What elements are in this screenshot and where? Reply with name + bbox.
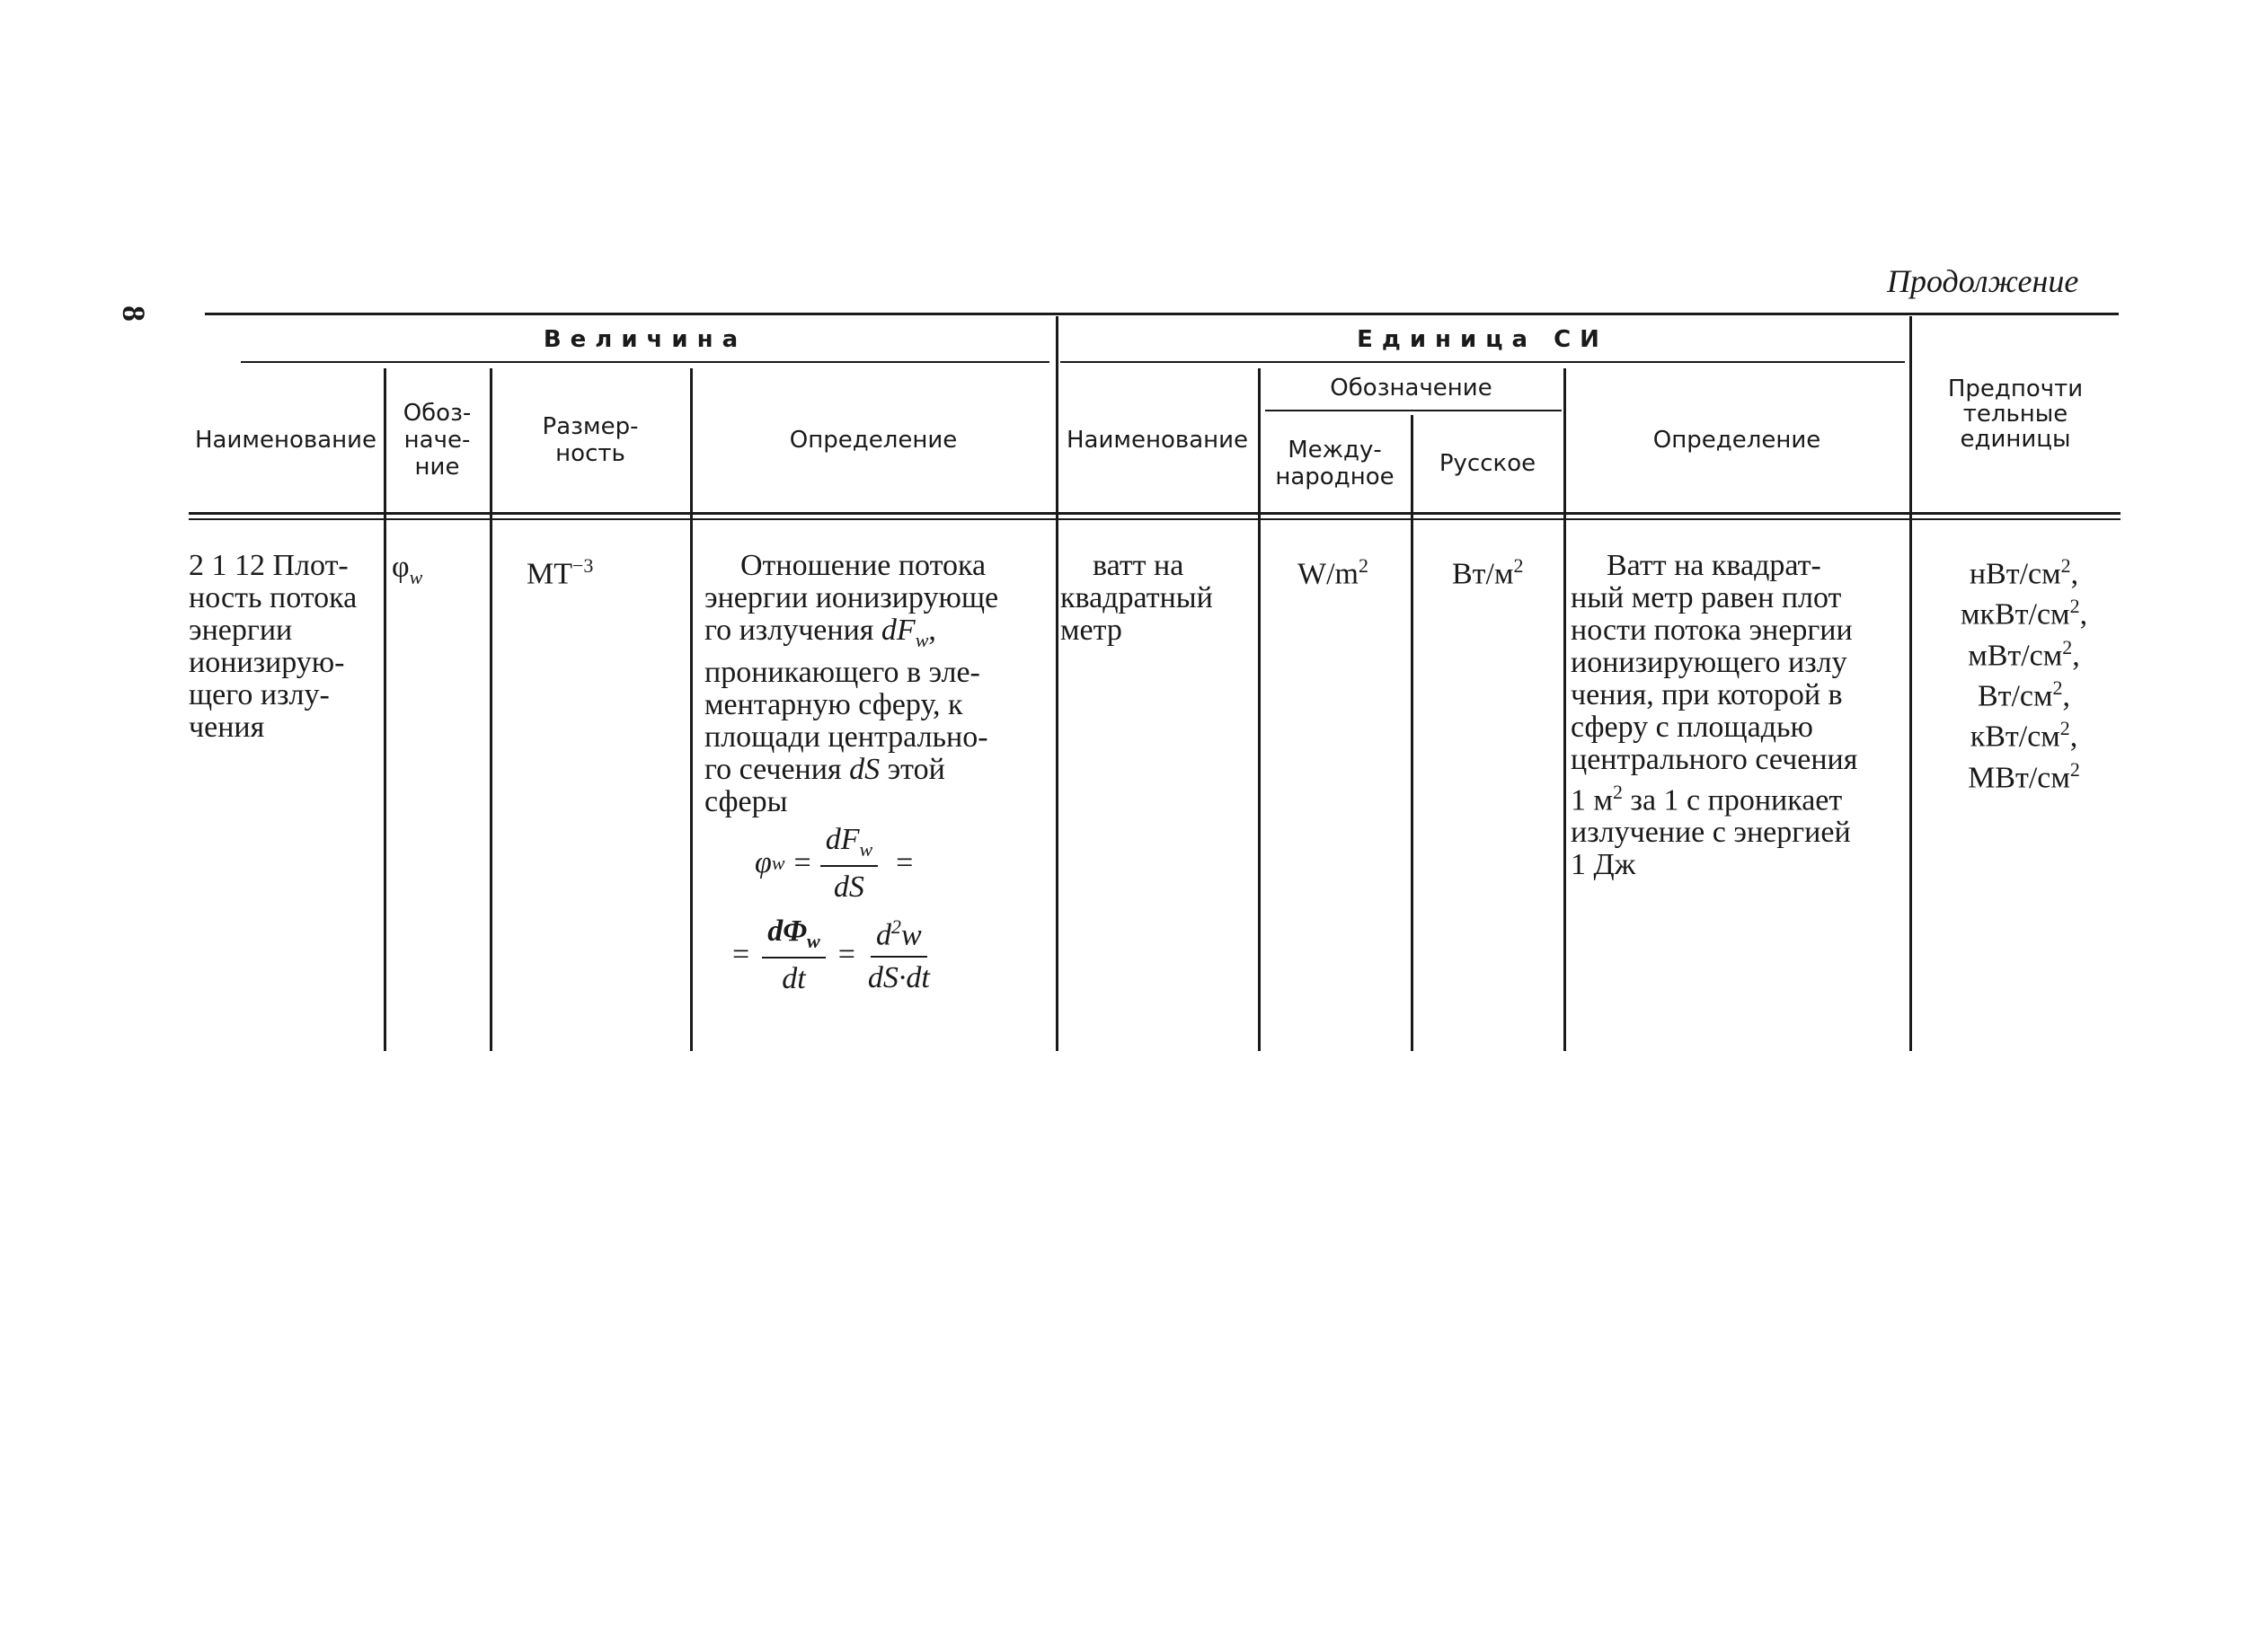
international-unit: W/m (1297, 557, 1359, 591)
unit-name-line: квадратный (1060, 581, 1213, 614)
group-quantity-header: Величина (543, 326, 748, 353)
unit-definition-text: 1 м (1571, 783, 1614, 817)
formula-line-1: φ w = $\frac{dF_w}{dS}$ = (755, 823, 914, 904)
unit-definition-line (1571, 776, 1907, 817)
group-underline-quantity (241, 361, 1049, 363)
dimension-exp: −3 (572, 554, 594, 577)
col-definition-header: Определение (789, 427, 958, 454)
russian-exp: 2 (1513, 554, 1524, 577)
definition-text: го излучения (704, 614, 874, 647)
symbol-phi: φ (392, 551, 410, 584)
preferred-unit-text: мкВт/см (1960, 597, 2070, 632)
f2-num: dΦ (767, 914, 808, 948)
continuation-label: Продолжение (1887, 263, 2079, 299)
row-symbol (392, 552, 422, 594)
preferred-exp: 2 (2069, 595, 2080, 618)
preferred-exp: 2 (2060, 554, 2071, 577)
row-name-line: ионизирую- (189, 646, 345, 679)
preferred-exp: 2 (2069, 757, 2080, 781)
row-name (189, 550, 381, 744)
preferred-exp: 2 (2059, 717, 2070, 740)
preferred-unit-text: кВт/см (1970, 720, 2060, 754)
unit-definition-line: 1 Дж (1571, 848, 1636, 882)
col-unit-definition-header: Определение (1652, 427, 1821, 454)
f3-num-exp: 2 (891, 914, 902, 938)
f1-den: dS (833, 870, 864, 904)
preferred-unit-text: МВт/см (1968, 760, 2070, 794)
row-name-line: 2 1 12 Плот- (189, 549, 349, 582)
row-name-line: щего излу- (189, 678, 330, 711)
formula-lhs: φ (755, 846, 772, 880)
unit-definition-line: излучение с энергией (1571, 816, 1851, 850)
definition-line: проникающего в эле- (704, 655, 980, 689)
row-definition (704, 550, 1050, 818)
row-unit-definition (1571, 550, 1907, 881)
page-number: 8 (116, 305, 152, 322)
russian-unit: Вт/м (1452, 557, 1514, 591)
row-name-line: энергии (189, 614, 293, 647)
definition-text: го сечения (704, 752, 842, 786)
preferred-exp: 2 (2052, 676, 2063, 699)
col-russian-header: Русское (1439, 450, 1536, 477)
definition-text: этой (887, 752, 945, 786)
definition-ds: dS (849, 752, 881, 786)
designation-underline (1265, 410, 1562, 411)
row-international (1297, 550, 1368, 590)
dimension-base: MT (527, 557, 572, 591)
row-preferred-units (1932, 550, 2116, 794)
group-underline-si (1060, 361, 1905, 363)
f3-num: d (876, 918, 892, 952)
definition-line: го излучения $dF_w$, (704, 614, 936, 651)
definition-dfw: dF (881, 614, 916, 647)
row-unit-name (1060, 550, 1253, 647)
col-symbol-header: Обоз- наче- ние (403, 400, 472, 481)
col-name-header: Наименование (194, 427, 377, 454)
preferred-unit (1932, 754, 2116, 794)
definition-line: ментарную сферу, к (704, 687, 963, 721)
symbol-sub: w (409, 565, 423, 588)
header-bottom-rule-1 (189, 512, 2121, 515)
definition-dfw-sub: w (915, 628, 929, 651)
f1-num: dF (825, 823, 860, 856)
col-preferred-header: Предпочти тельные единицы (1947, 375, 2084, 453)
international-exp: 2 (1358, 554, 1368, 577)
formula-fraction-3 (868, 915, 930, 995)
preferred-sep: , (2069, 720, 2078, 754)
preferred-unit (1932, 712, 2116, 753)
definition-line: сферы (704, 784, 788, 818)
preferred-unit-text: нВт/см (1969, 557, 2061, 591)
preferred-unit (1932, 550, 2116, 590)
preferred-unit (1932, 672, 2116, 712)
unit-definition-line: ионизирующего излу (1571, 646, 1847, 679)
f2-num-sub: w (807, 929, 820, 952)
unit-definition-line: сферу с площадью (1571, 711, 1813, 744)
formula-fraction-2 (762, 914, 826, 996)
formula-lhs-sub: w (771, 852, 785, 875)
unit-definition-line: Ватт на квадрат- (1607, 549, 1821, 582)
col-international-header: Между- народное (1275, 437, 1395, 490)
unit-name-line: метр (1060, 614, 1122, 647)
f2-den: dt (782, 961, 806, 995)
preferred-exp: 2 (2062, 635, 2073, 658)
unit-definition-line: центрального сечения (1571, 743, 1858, 776)
preferred-unit-text: Вт/см (1977, 679, 2053, 713)
definition-line: энергии ионизирующе (704, 581, 999, 614)
row-russian (1452, 550, 1524, 590)
row-name-line: ность потока (189, 581, 358, 614)
f3-den: dS·dt (867, 961, 930, 995)
f3-num-var: w (901, 918, 922, 952)
col-unit-name-header: Наименование (1066, 427, 1249, 454)
definition-line: Отношение потока (740, 549, 987, 582)
preferred-sep: , (2079, 597, 2088, 632)
preferred-sep: , (2072, 638, 2080, 672)
f1-num-sub: w (859, 837, 873, 861)
top-rule (205, 313, 2119, 315)
unit-definition-line: ности потока энергии (1571, 614, 1853, 647)
preferred-sep: , (2070, 557, 2079, 591)
unit-name-line: ватт на (1093, 549, 1184, 582)
unit-definition-line: чения, при которой в (1571, 678, 1843, 711)
preferred-unit-text: мВт/см (1968, 638, 2063, 672)
formula-line-2: = $\frac{d\Phi_w}{dt}$ = $\frac{d^2w}{dS\cdot dt}$ (732, 914, 930, 995)
preferred-unit (1932, 632, 2116, 672)
row-name-line: чения (189, 711, 265, 744)
preferred-sep: , (2062, 679, 2071, 713)
preferred-unit (1932, 590, 2116, 631)
unit-definition-exp: 2 (1613, 781, 1624, 803)
formula-fraction-1 (820, 823, 878, 905)
unit-definition-line: ный метр равен плот (1571, 581, 1842, 614)
col-designation-header: Обозначение (1330, 375, 1492, 402)
header-bottom-rule-2 (189, 518, 2121, 520)
definition-line: площади центрально- (704, 720, 988, 754)
unit-definition-text: за 1 с проникает (1630, 783, 1843, 817)
col-dimension-header: Размер- ность (542, 413, 639, 467)
group-si-header: Единица СИ (1357, 326, 1608, 353)
definition-line (704, 754, 1050, 786)
row-dimension (527, 550, 593, 590)
